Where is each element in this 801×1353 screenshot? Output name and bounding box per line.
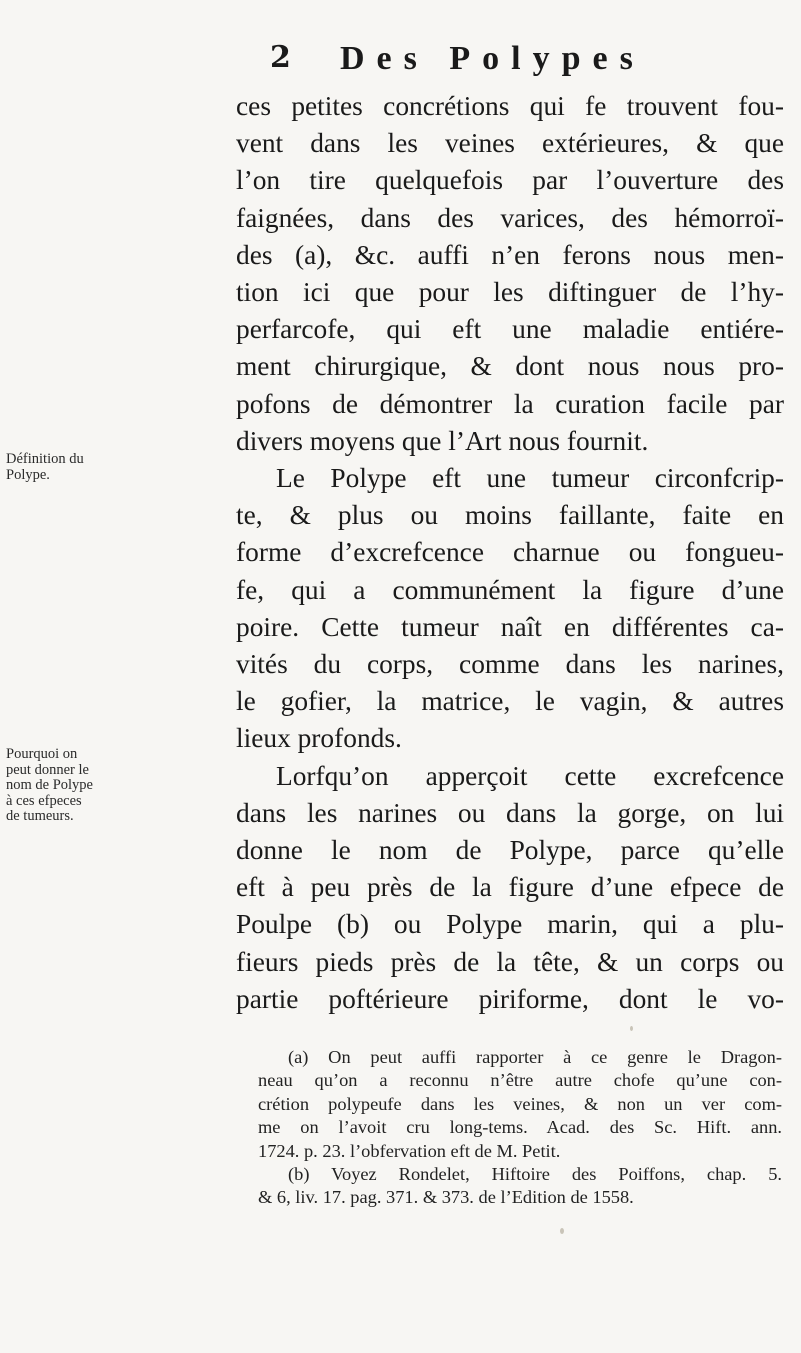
- text-line: vent dans les veines extérieures, & que: [236, 128, 784, 159]
- text-line: l’on tire quelquefois par l’ouverture des: [236, 165, 784, 196]
- text-line: Poulpe (b) ou Polype marin, qui a plu-: [236, 909, 784, 940]
- sidenote-line: à ces efpeces: [6, 792, 82, 809]
- footnote-line: neau qu’on a reconnu n’être autre chofe qu’une con-: [258, 1070, 782, 1091]
- paper-speck: [630, 1026, 633, 1031]
- footnote-line: crétion polypeufe dans les veines, & non un ver com-: [258, 1093, 782, 1114]
- text-line: forme d’excrefcence charnue ou fongueu-: [236, 537, 784, 568]
- sidenote-definition: [6, 452, 232, 483]
- text-line: ces petites concrétions qui fe trouvent fou-: [236, 91, 784, 121]
- text-line: partie poftérieure piriforme, dont le vo-: [236, 983, 784, 1014]
- sidenote-line: Polype.: [6, 466, 50, 483]
- text-line: fieurs pieds près de la tête, & un corps ou: [236, 946, 784, 977]
- text-line: dans les narines ou dans la gorge, on lui: [236, 797, 784, 828]
- sidenote-pourquoi: [6, 747, 232, 825]
- text-line: eft à peu près de la figure d’une efpece de: [236, 872, 784, 903]
- text-line: Le Polype eft une tumeur circonfcrip-: [276, 463, 784, 494]
- footnotes: [258, 1046, 782, 1210]
- footnote-line: (a) On peut auffi rapporter à ce genre le Dragon-: [288, 1047, 782, 1067]
- paper-speck: [560, 1228, 564, 1234]
- page-header: [270, 40, 761, 90]
- footnote-line: & 6, liv. 17. pag. 371. & 373. de l’Edition de 1558.: [258, 1187, 634, 1208]
- text-line: vités du corps, comme dans les narines,: [236, 649, 784, 680]
- footnote-line: 1724. p. 23. l’obfervation eft de M. Petit.: [258, 1140, 561, 1161]
- main-text: [236, 88, 784, 1018]
- footnote-line: me on l’avoit cru long-tems. Acad. des Sc. Hift. ann.: [258, 1117, 782, 1138]
- text-line: Lorfqu’on apperçoit cette excrefcence: [276, 760, 784, 791]
- running-title: Des Polypes: [340, 40, 645, 77]
- sidenote-line: Pourquoi on: [6, 746, 78, 762]
- text-line: lieux profonds.: [236, 723, 402, 754]
- text-line: des (a), &c. auffi n’en ferons nous men-: [236, 239, 784, 270]
- sidenote-line: nom de Polype: [6, 777, 93, 793]
- page-number: 2: [270, 40, 291, 75]
- text-line: divers moyens que l’Art nous fournit.: [236, 425, 649, 456]
- sidenote-line: peut donner le: [6, 761, 89, 778]
- text-line: ment chirurgique, & dont nous nous pro-: [236, 351, 784, 382]
- text-line: tion ici que pour les diftinguer de l’hy-: [236, 277, 784, 308]
- text-line: donne le nom de Polype, parce qu’elle: [236, 835, 784, 866]
- text-line: le gofier, la matrice, le vagin, & autres: [236, 686, 784, 717]
- text-line: poire. Cette tumeur naît en différentes ca-: [236, 611, 784, 642]
- text-line: faignées, dans des varices, des hémorroï-: [236, 202, 784, 233]
- text-line: fe, qui a communément la figure d’une: [236, 574, 784, 605]
- sidenote-line: Définition du: [6, 451, 84, 467]
- sidenote-line: de tumeurs.: [6, 808, 74, 824]
- text-line: perfarcofe, qui eft une maladie entiére-: [236, 314, 784, 345]
- text-line: pofons de démontrer la curation facile par: [236, 388, 784, 419]
- footnote-line: (b) Voyez Rondelet, Hiftoire des Poiffons, chap. 5.: [288, 1164, 782, 1185]
- text-line: te, & plus ou moins faillante, faite en: [236, 500, 784, 531]
